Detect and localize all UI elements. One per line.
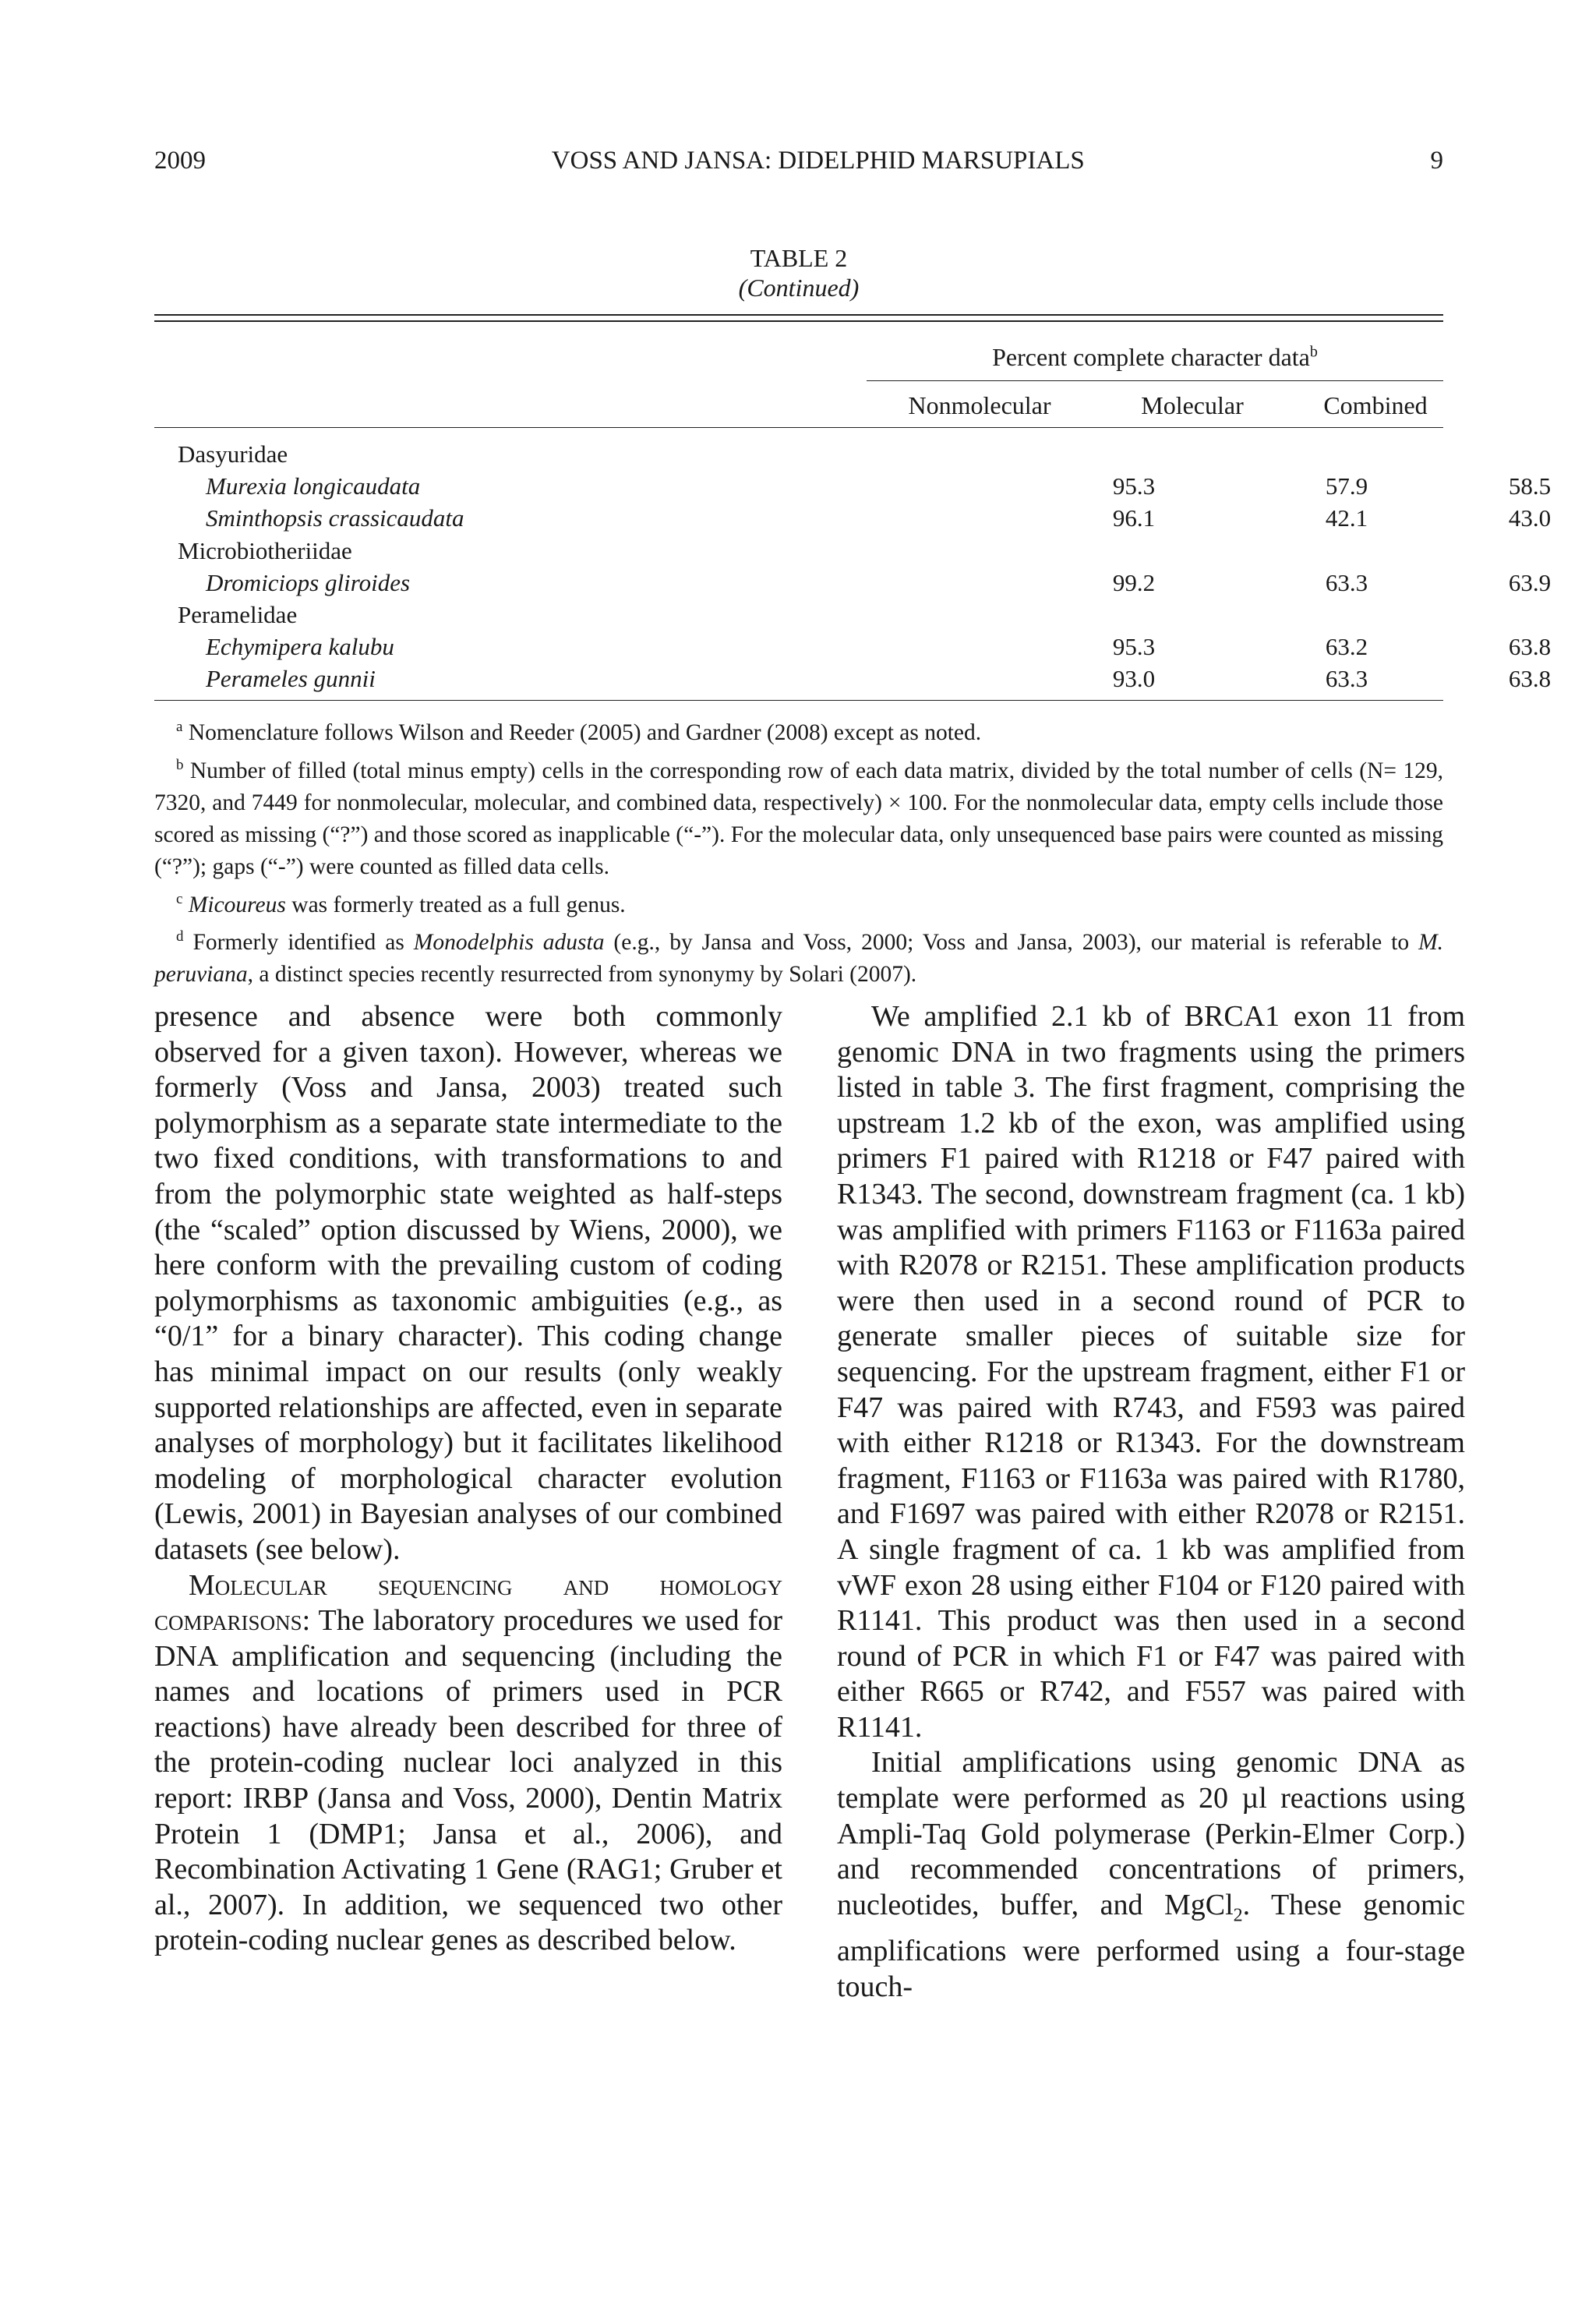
table-cell-nonmolecular: 93.0 [1112,665,1156,692]
table-row-family [154,601,1443,632]
table-row [154,569,1552,600]
table-row [154,504,1552,535]
table-cell-combined: 63.9 [1508,569,1552,596]
footnote-d-text-3: , a distinct species recently resurrected from synonymy by Solari (2007). [247,962,917,988]
body-column-right [837,999,1465,2005]
species-name: Dromiciops gliroides [206,569,411,596]
footnote-d-species-2: M. peruviana [154,930,1444,988]
paragraph-polymorphism: presence and absence were both commonly observed for a given taxon). However, whereas we formerly (Voss and Jansa, 2003) treated such polymorphism as a separate state intermediate to the two fixed conditions, with transformations to and from the polymorphic state weighted as half-steps (the “scaled” option discussed by Wiens, 2000), we here conform with the prevailing custom of coding polymorphisms as taxonomic ambiguities (e.g., as “0/1” for a binary character). This coding change has minimal impact on our results (only weakly supported relationships are affected, even in separate analyses of morphology) but it facilitates likelihood modeling of morphological character evolution (Lewis, 2001) in Bayesian analyses of our combined datasets (see below). [154,1000,782,1566]
table-cell-combined: 58.5 [1508,472,1552,500]
table-cell-nonmolecular: 95.3 [1112,472,1156,500]
table-title: TABLE 2 [750,244,848,272]
journal-year: 2009 [154,147,206,175]
table-top-rule-2 [154,320,1443,322]
mgcl2-subscript: 2 [1233,1905,1243,1926]
footnote-d-species-1: Monodelphis adusta [413,930,605,956]
table-cell-molecular: 57.9 [1325,472,1368,500]
page-number: 9 [1430,147,1443,175]
footnote-mark-b: b [176,756,184,773]
paragraph-molecular-sequencing [154,1568,782,1960]
table-cell-molecular: 63.3 [1325,665,1368,692]
family-name: Peramelidae [178,601,298,628]
species-name: Murexia longicaudata [206,472,421,500]
footnote-d-text-1: Formerly identified as [192,930,414,956]
table-caption [154,243,1443,302]
footnote-b-text: Number of filled (total minus empty) cells in the corresponding row of each data matrix, divided by the total number of cells (N= 129, 7320, and 7449 for nonmolecular, molecular, and combined data, respectively) × 100. For the nonmolecular data, empty cells include those scored as missing (“?”) and those scored as inapplicable (“-”). For the molecular data, only unsequenced base pairs were counted as missing (“?”); gaps (“-”) were counted as filled data cells. [154,758,1444,879]
table-cell-nonmolecular: 99.2 [1112,569,1156,596]
running-title: VOSS AND JANSA: DIDELPHID MARSUPIALS [551,147,1085,175]
table-cell-molecular: 63.3 [1325,569,1368,596]
table-cell-molecular: 42.1 [1325,504,1368,532]
table-cell-combined: 63.8 [1508,665,1552,692]
body-column-left [154,999,782,1959]
footnote-c [154,883,1443,921]
footnote-c-text: was formerly treated as a full genus. [285,892,626,917]
spanning-header-rule [867,380,1443,381]
col-header-combined: Combined [1323,391,1428,419]
table-cell-nonmolecular: 96.1 [1112,504,1156,532]
table-cell-molecular: 63.2 [1325,633,1368,660]
footnote-d-text-2: (e.g., by Jansa and Voss, 2000; Voss and Jansa, 2003), our material is referable to [604,930,1419,956]
paragraph-amplification-text-1: Initial amplifications using genomic DNA as template were performed as 20 µl reactions using Ampli-Taq Gold polymerase (Perkin-Elmer Corp.) and recommended concentrations of primers, nucleotides, buffer, and MgCl [837,1746,1465,1921]
footnote-ref-b: b [1309,343,1318,361]
paragraph-amplification-text-2: . These genomic amplifications were performed using a four-stage touch- [837,1888,1465,2003]
table-cell-combined: 63.8 [1508,633,1552,660]
table-top-rule [154,314,1443,316]
species-name: Sminthopsis crassicaudata [206,504,464,532]
table-bottom-rule [154,700,1443,701]
paragraph-initial-amplifications [837,1745,1465,2005]
species-name: Perameles gunnii [206,665,376,692]
table-row-family [154,537,1443,568]
col-header-nonmolecular: Nonmolecular [908,391,1051,419]
footnote-d [154,921,1443,991]
table-row [154,665,1552,696]
table-header-rule [154,427,1443,428]
paragraph-molecular-text: : The laboratory procedures we used for DNA amplification and sequencing (including the names and locations of primers used in PCR reactions) have already been described for three of the protein-coding nuclear loci analyzed in this report: IRBP (Jansa and Voss, 2000), Dentin Matrix Protein 1 (DMP1; Jansa et al., 2006), and Recombination Activating 1 Gene (RAG1; Gruber et al., 2007). In addition, we sequenced two other protein-coding nuclear genes as described below. [154,1604,782,1957]
table-row [154,472,1552,504]
table-continued-label: (Continued) [738,274,860,302]
table-cell-nonmolecular: 95.3 [1112,633,1156,660]
footnote-b [154,749,1443,883]
section-heading-molecular: Molecular sequencing and homology comparisons [154,1568,782,1638]
spanning-header-text: Percent complete character data [992,343,1310,371]
spanning-column-header [867,343,1443,372]
table-row-family [154,440,1443,472]
footnote-mark-d: d [176,928,184,945]
table-cell-combined: 43.0 [1508,504,1552,532]
footnote-mark-a: a [176,719,183,735]
paragraph-brca1: We amplified 2.1 kb of BRCA1 exon 11 from genomic DNA in two fragments using the primers listed in table 3. The first fragment, comprising the upstream 1.2 kb of the exon, was amplified using primers F1 paired with R1218 or F47 paired with R1343. The second, downstream fragment (ca. 1 kb) was amplified with primers F1163 or F1163a paired with R2078 or R2151. These amplification products were then used in a second round of PCR to generate smaller pieces of suitable size for sequencing. For the upstream fragment, either F1 or F47 was paired with R743, and F593 was paired with either R1218 or R1343. For the downstream fragment, F1163 or F1163a was paired with R1780, and F1697 was paired with either R2078 or R2151. A single fragment of ca. 1 kb was amplified from vWF exon 28 using either F104 or F120 paired with R1141. This product was then used in a second round of PCR in which F1 or F47 was paired with either R665 or R742, and F557 was paired with R1141. [837,1000,1465,1744]
col-header-molecular: Molecular [1141,391,1244,419]
family-name: Dasyuridae [178,440,288,468]
table-row [154,633,1552,664]
running-head [154,147,1443,175]
table-footnotes [154,711,1443,991]
family-name: Microbiotheriidae [178,537,352,564]
footnote-c-genus: Micoureus [188,892,286,917]
footnote-a-text: Nomenclature follows Wilson and Reeder (2005) and Gardner (2008) except as noted. [188,719,982,745]
footnote-a [154,711,1443,749]
species-name: Echymipera kalubu [206,633,394,660]
footnote-mark-c: c [176,890,183,907]
